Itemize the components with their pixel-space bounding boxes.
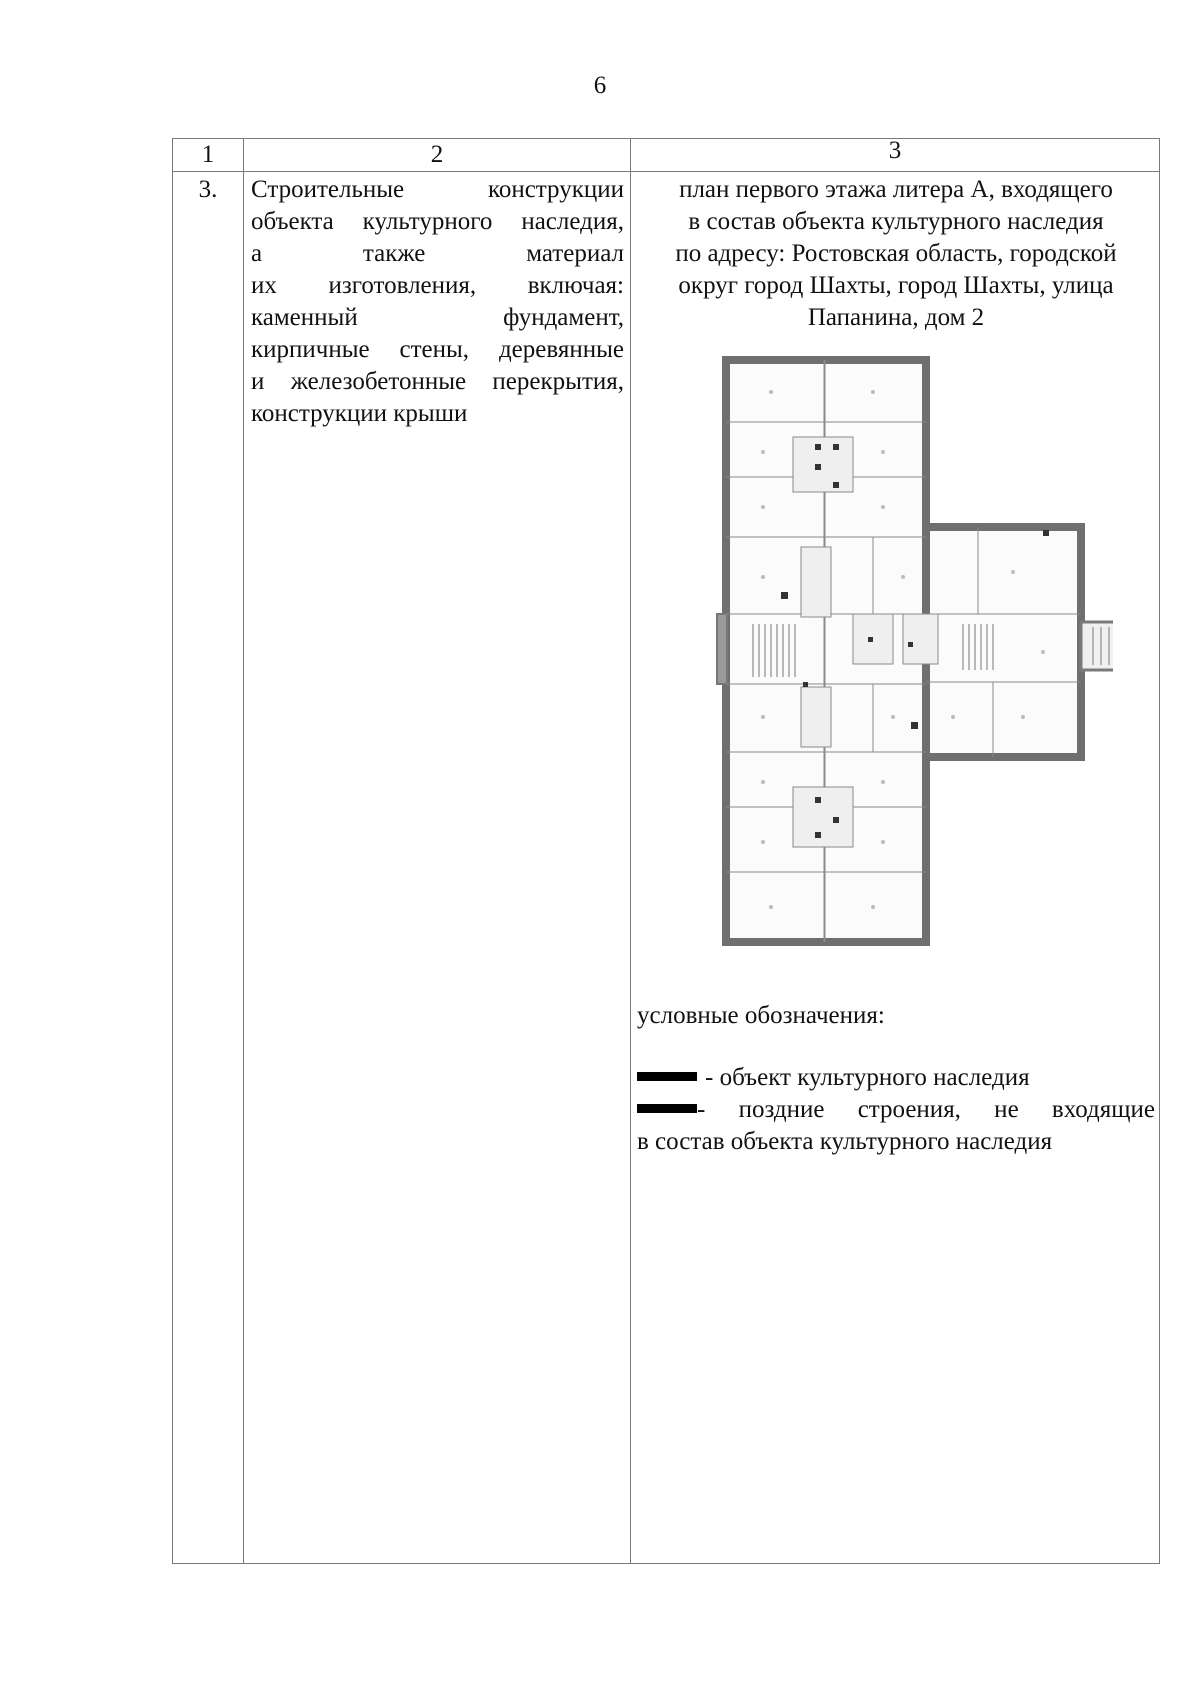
caption-line: Папанина, дом 2 bbox=[807, 304, 985, 331]
plan-cell bbox=[631, 172, 1160, 1564]
description-line: их изготовления, включая: bbox=[251, 272, 624, 299]
description-line: кирпичные стены, деревянные bbox=[251, 336, 624, 363]
legend-title: условные обозначения: bbox=[637, 1002, 885, 1029]
plan-caption bbox=[637, 174, 1155, 334]
floor-plan-drawing bbox=[693, 352, 1113, 952]
page-number: 6 bbox=[593, 72, 607, 99]
legend-item-later-buildings bbox=[637, 1094, 1155, 1158]
description-line: а также материал bbox=[251, 240, 624, 267]
legend-label: - поздние строения, не входящие bbox=[697, 1096, 1155, 1123]
description-line: каменный фундамент, bbox=[251, 304, 624, 331]
row-number: 3. bbox=[173, 172, 244, 1564]
legend-swatch bbox=[637, 1104, 697, 1113]
caption-line: план первого этажа литера А, входящего bbox=[679, 176, 1113, 203]
floor-plan bbox=[637, 352, 1155, 952]
table-row bbox=[173, 172, 1160, 1564]
legend-label-line bbox=[637, 1094, 1155, 1126]
description-line: объекта культурного наследия, bbox=[251, 208, 624, 235]
subject-description bbox=[244, 172, 631, 1564]
description-line: Строительные конструкции bbox=[251, 176, 624, 203]
caption-line: в состав объекта культурного наследия bbox=[688, 208, 1104, 235]
legend-label-continuation: в состав объекта культурного наследия bbox=[637, 1128, 1053, 1155]
header-col-2: 2 bbox=[244, 139, 631, 172]
header-col-1: 1 bbox=[173, 139, 244, 172]
legend-swatch bbox=[637, 1072, 697, 1081]
legend-label: - объект культурного наследия bbox=[705, 1064, 1030, 1091]
caption-line: по адресу: Ростовская область, городской bbox=[675, 240, 1117, 267]
description-line: и железобетонные перекрытия, bbox=[251, 368, 624, 395]
description-line: конструкции крыши bbox=[251, 400, 468, 427]
caption-line: округ город Шахты, город Шахты, улица bbox=[678, 272, 1114, 299]
header-col-3: 3 bbox=[631, 139, 1160, 172]
table-header-row bbox=[173, 139, 1160, 172]
legend-item-heritage bbox=[637, 1062, 1155, 1094]
monument-table bbox=[172, 138, 1160, 1564]
